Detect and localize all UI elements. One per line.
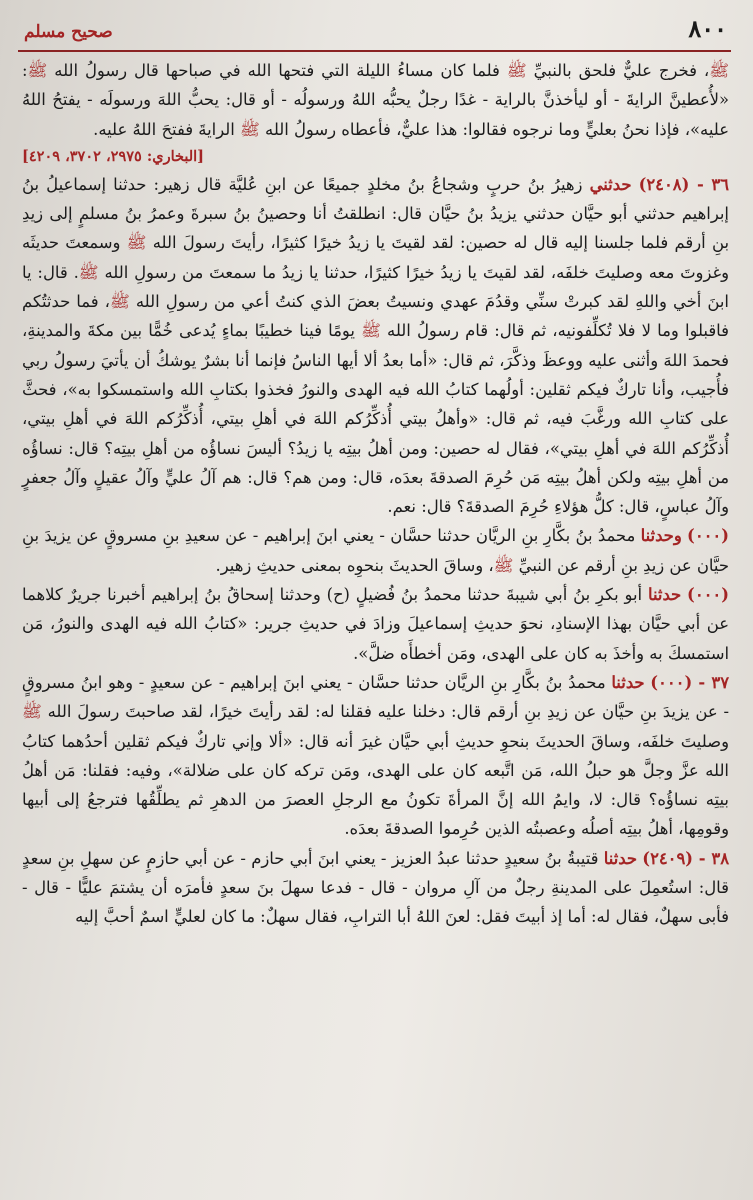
hadith-36 [22,170,729,522]
hadith-38 [22,844,729,932]
salawat-mark: ﷺ [240,119,260,139]
text-segment: قتيبةُ بنُ سعيدٍ حدثنا عبدُ العزيز - يعني ابنَ أبي حازم - عن أبي حازمٍ عن سهلِ بنِ سعدٍ قال: استُعمِلَ على المدينةِ رجلٌ من آلِ مروان - قال - فدعا سهلَ بنَ سعدٍ فأمرَه أن يشتمَ عليًّا - قال - فأبى سهلٌ، فقال له: أما إذ أبيتَ فقل: لعنَ اللهُ أبا الترابِ، فقال سهلٌ: ما كان لعليٍّ اسمٌ أحبَّ إليه [22,848,729,927]
hadith-keyword: حدثنا [647,585,682,605]
text-segment: الرايةَ ففتحَ اللهُ عليه. [93,119,241,139]
hadith-number: ٣٨ - (٢٤٠٩) [642,848,729,868]
page-body [22,56,729,1200]
hadith-keyword: حدثني [589,174,632,194]
text-segment: وسمعتَ حديثَه وغزوتَ معه وصليتَ خلفَه، لقد لقيتَ يا زيدُ خيرًا كثيرًا، حدثنا يا زيدُ ما سمعتَ من رسولِ الله [22,233,730,282]
hadith-number: ٣٧ - (٠٠٠) [650,672,729,692]
salawat-mark: ﷺ [361,321,381,341]
hadith-number: (٠٠٠) [687,526,729,546]
text-segment: . قال: يا ابنَ أخي واللهِ لقد كبرتْ سنِّي وقدُمَ عهدي ونسيتُ بعضَ الذي كنتُ أعي من رسولِ الله [22,262,729,312]
page-header [18,10,731,52]
salawat-mark: ﷺ [109,292,130,312]
text-segment: أبو بكرِ بنُ أبي شيبةَ حدثنا محمدُ بنُ فُضيلٍ (ح) وحدثنا إسحاقُ بنُ إبراهيم أخبرنا جريرٌ كلاهما عن أبي حيَّان بهذا الإسنادِ، نحوَ حديثِ إسماعيلَ وزادَ في حديثِ جرير: «كتابُ الله فيه الهدى والنورُ، مَن استمسكَ به وأخذَ به كان على الهدى، ومَن أخطأَه ضلَّ». [22,585,729,663]
text-segment: وصليتَ خلفَه، وساقَ الحديثَ بنحوِ حديثِ أبي حيَّان غيرَ أنه قال: «ألا وإني تاركٌ فيكم ثقلين أحدُهما كتابُ الله عزَّ وجلَّ هو حبلُ الله، مَن اتَّبعه كان على الهدى، ومَن تركه كان على ضلالة»، وفيه: فقلنا: مَن أهلُ بيتِه نساؤُه؟ قال: لا، وايمُ الله إنَّ المرأةَ تكونُ مع الرجلِ العصرَ من الدهرِ ثم يطلِّقُها فترجعُ إلى أبيها وقومِها، أهلُ بيتِه أصلُه وعصبتُه الذين حُرِموا الصدقةَ بعدَه. [22,731,729,839]
hadith-keyword: وحدثنا [640,526,682,546]
hadith-number: (٠٠٠) [687,585,729,605]
salawat-mark: ﷺ [709,61,729,80]
paragraph-continuation [22,56,729,144]
salawat-mark: ﷺ [22,702,42,722]
text-segment: زهيرُ بنُ حربٍ وشجاعُ بنُ مخلدٍ جميعًا عن ابنِ عُليَّة قال زهير: حدثنا إسماعيلُ بنُ إبراهيم حدثني أبو حيَّان حدثني يزيدُ بنُ حيَّان قال: انطلقتُ أنا وحصينُ بنُ سبرةَ وعمرُ بنُ مسلمٍ إلى زيدِ بنِ أرقم فلما جلسنا إليه قال له حصين: لقد لقيتَ يا زيدُ خيرًا كثيرًا، رأيتَ رسولَ الله [22,174,729,253]
hadith-000-a [22,521,729,580]
salawat-mark: ﷺ [126,233,147,253]
hadith-37 [22,668,729,844]
text-segment: محمدُ بنُ بكَّارِ بنِ الريَّان حدثنا حسَّان - يعني ابنَ إبراهيم - عن سعيدٍ - وهو ابنُ مسروقٍ - عن يزيدَ بنِ حيَّان عن زيدِ بنِ أرقم قال: دخلنا عليه فقلنا له: لقد رأيتَ خيرًا، لقد صاحبتَ رسولَ الله [22,672,729,722]
text-segment: ، فخرج عليٌّ فلحق بالنبيِّ [526,61,710,80]
text-segment: : «لأُعطينَّ الرايةَ - أو ليأخذنَّ بالراية - غدًا رجلٌ يحبُّه اللهُ ورسولُه - أو قال: يحبُّ اللهَ ورسولَه - يفتحُ اللهُ عليه»، فإذا نحنُ بعليٍّ وما نرجوه فقالوا: هذا عليٌّ، فأعطاه رسولُ الله [22,61,729,139]
salawat-mark: ﷺ [493,555,514,575]
salawat-mark: ﷺ [27,61,48,80]
hadith-number: ٣٦ - (٢٤٠٨) [638,174,729,194]
page-number: ٨٠٠ [688,14,727,43]
text-segment: ، فما حدثتُكم فاقبلوا وما لا فلا تُكلِّفونيه، ثم قال: قام رسولُ الله [22,292,729,341]
text-segment: ، وساقَ الحديثَ بنحوِه بمعنى حديثِ زهير. [215,555,494,575]
book-title: صحيح مسلم [24,22,113,42]
salawat-mark: ﷺ [506,61,527,80]
hadith-keyword: حدثنا [611,672,645,692]
hadith-keyword: حدثنا [603,848,638,868]
text-segment: محمدُ بنُ بكَّارِ بنِ الريَّان حدثنا حسَّان - يعني ابنَ إبراهيم - عن سعيدِ بنِ مسروقٍ عن يزيدَ بنِ حيَّان عن زيدِ بنِ أرقم عن النبيِّ [22,526,729,575]
text-segment: يومًا فينا خطيبًا بماءٍ يُدعى خُمًّا بين مكةَ والمدينةِ، فحمدَ اللهَ وأثنى عليه ووعظَ وذكَّرَ، ثم قال: «أما بعدُ ألا أيها الناسُ فإنما أنا بشرٌ يوشكُ أن يأتيَ رسولُ ربي فأُجيب، وأنا تاركٌ فيكم ثقلين: أولُهما كتابُ الله فيه الهدى والنورُ فخذوا بكتابِ الله واستمسكوا به»، فحثَّ على كتابِ الله ورغَّبَ فيه، ثم قال: «وأهلُ بيتي أُذكِّرُكم اللهَ في أهلِ بيتي، أُذكِّرُكم اللهَ في أهلِ بيتي، أُذكِّرُكم اللهَ في أهلِ بيتي»، فقال له حصين: ومن أهلُ بيتِه يا زيدُ؟ أليسَ نساؤُه من أهلِ بيتِه؟ قال: نساؤُه من أهلِ بيتِه ولكن أهلُ بيتِه مَن حُرِمَ الصدقةَ بعدَه، قال: ومن هم؟ قال: هم آلُ عليٍّ وآلُ عقيلٍ وآلُ جعفرٍ وآلُ عباسٍ، قال: كلُّ هؤلاءِ حُرِمَ الصدقةَ؟ قال: نعم. [22,321,729,517]
salawat-mark: ﷺ [78,262,99,282]
bukhari-reference: [البخاري: ٢٩٧٥، ٣٧٠٢، ٤٢٠٩] [22,147,205,165]
hadith-000-b [22,580,729,668]
text-segment: فلما كان مساءُ الليلة التي فتحها الله في صباحها قال رسولُ الله [47,61,507,80]
